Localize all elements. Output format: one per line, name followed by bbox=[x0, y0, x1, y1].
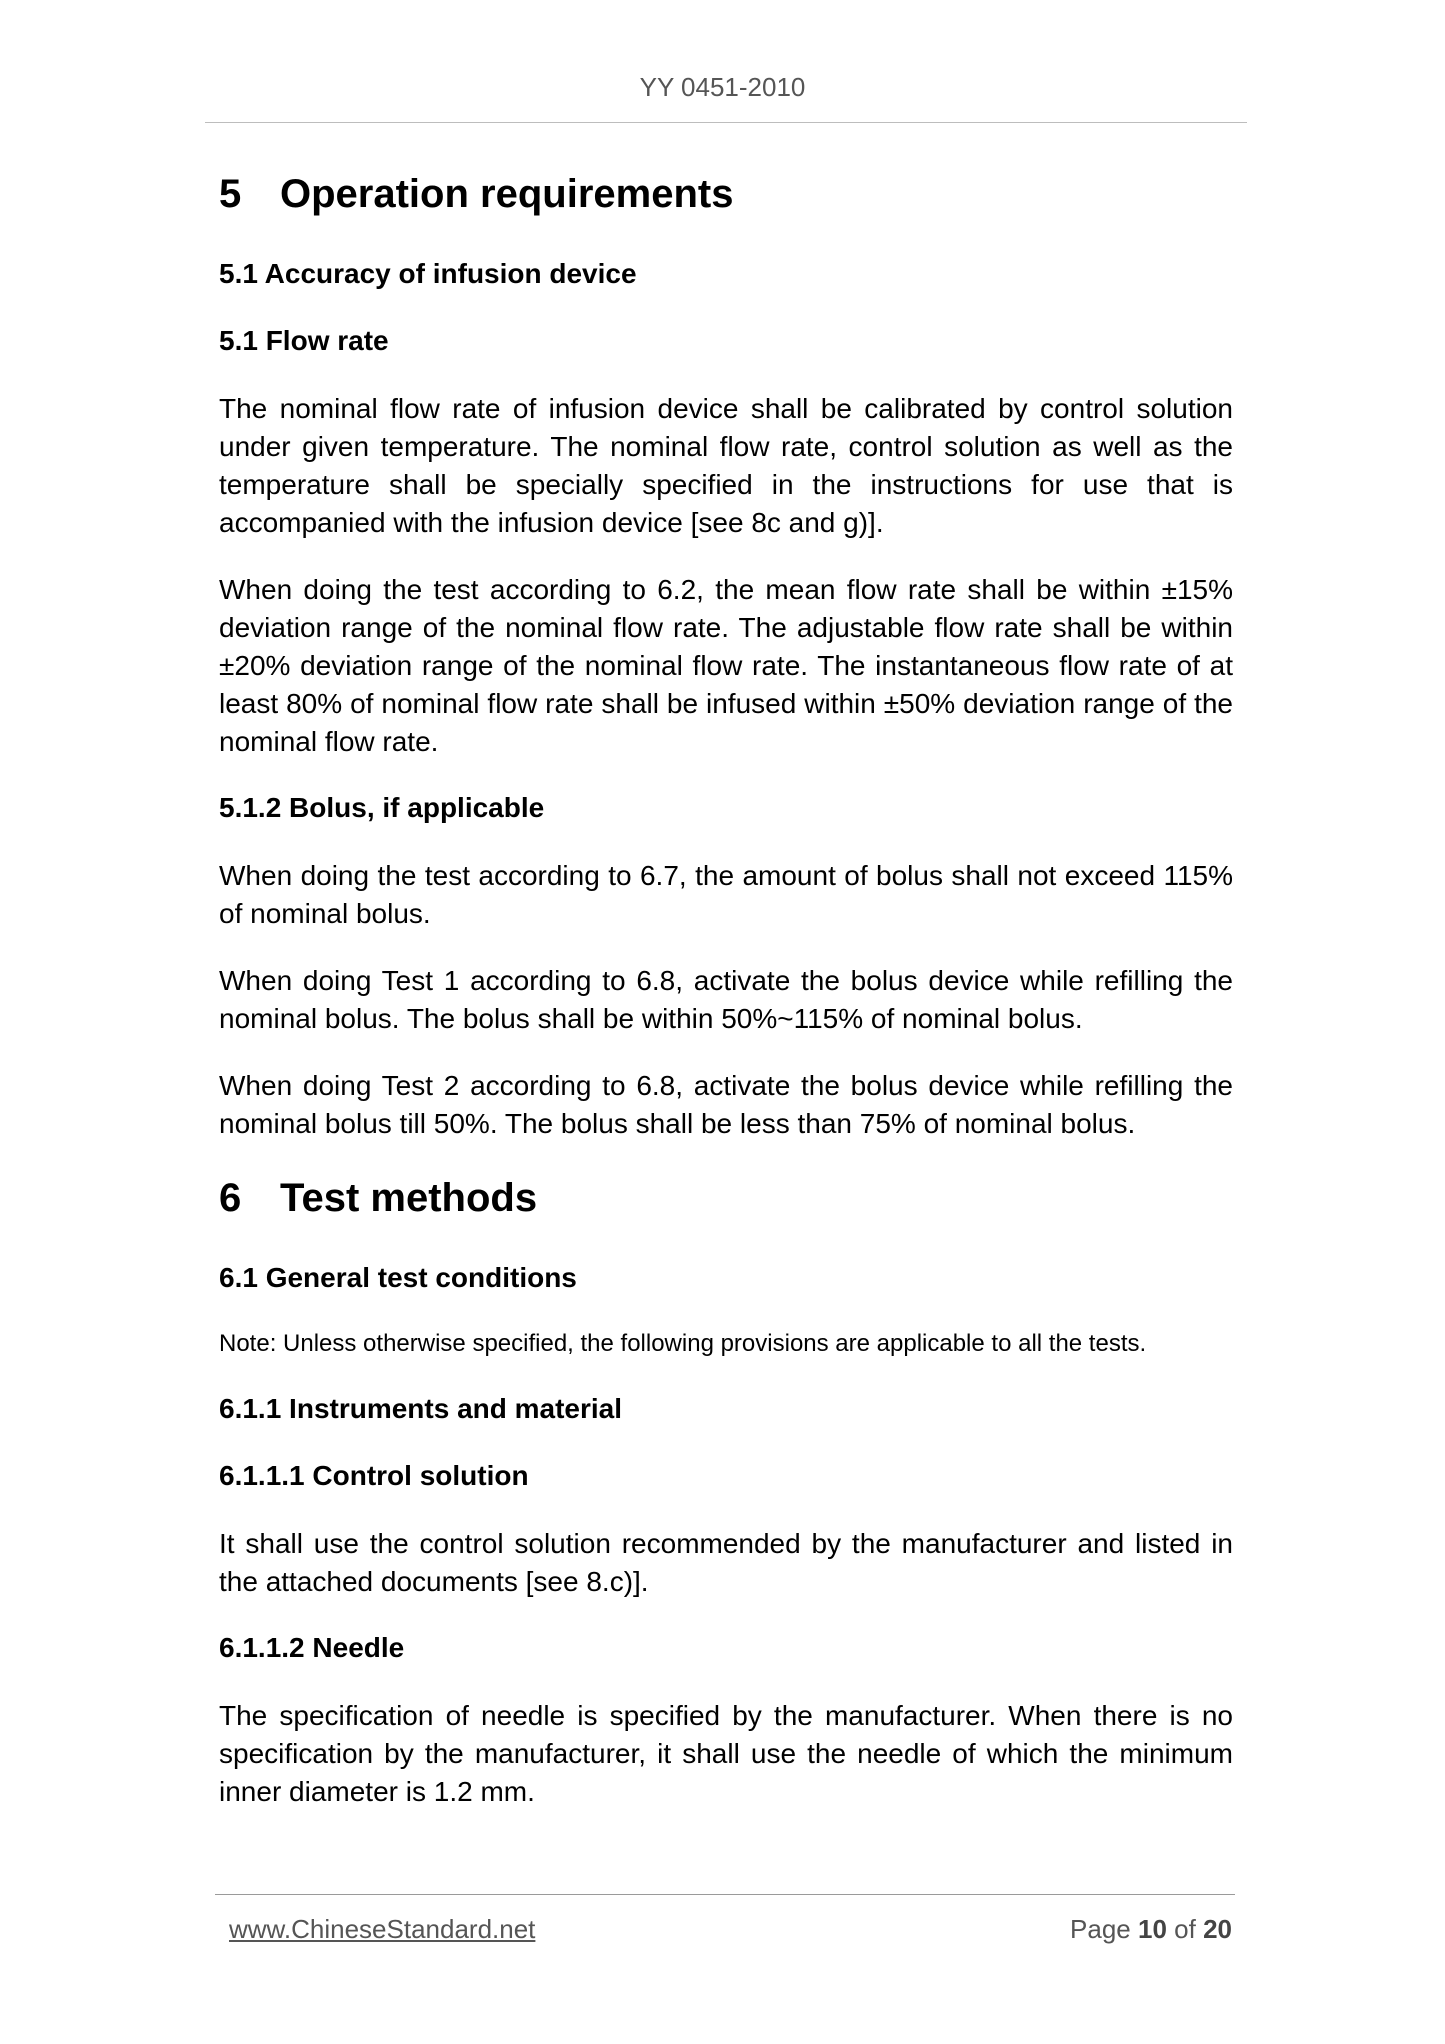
paragraph-control-solution: It shall use the control solution recommended by the manufacturer and listed in the attached documents [see 8.c)]. bbox=[219, 1528, 1233, 1597]
footer-divider bbox=[215, 1894, 1235, 1895]
page-total: 20 bbox=[1203, 1914, 1232, 1944]
page-content bbox=[219, 168, 1233, 1840]
heading-6-1-1: 6.1.1 Instruments and material bbox=[219, 1393, 623, 1424]
heading-5-1: 5.1 Accuracy of infusion device bbox=[219, 258, 637, 289]
header-divider bbox=[205, 122, 1247, 123]
section-5-title: Operation requirements bbox=[280, 172, 734, 216]
page-number bbox=[1070, 1914, 1232, 1945]
page-of: of bbox=[1174, 1914, 1196, 1944]
heading-5-1-2: 5.1.2 Bolus, if applicable bbox=[219, 792, 545, 823]
website-link[interactable]: www.ChineseStandard.net bbox=[229, 1914, 536, 1944]
paragraph-bolus-amount: When doing the test according to 6.7, the amount of bolus shall not exceed 115% of nominal bolus. bbox=[219, 860, 1233, 929]
paragraph-nominal-flow: The nominal flow rate of infusion device shall be calibrated by control solution under given temperature. The nominal flow rate, control solution as well as the temperature shall be specially specified in the instructions for use that is accompanied with the infusion device [see 8c and g)]. bbox=[219, 393, 1233, 538]
paragraph-bolus-test-2: When doing Test 2 according to 6.8, activate the bolus device while refilling the nominal bolus till 50%. The bolus shall be less than 75% of nominal bolus. bbox=[219, 1070, 1233, 1139]
heading-5-1-flow-rate: 5.1 Flow rate bbox=[219, 325, 389, 356]
page-current: 10 bbox=[1138, 1914, 1167, 1944]
document-code: YY 0451-2010 bbox=[639, 72, 806, 102]
section-5-number: 5 bbox=[219, 172, 242, 216]
section-6-number: 6 bbox=[219, 1176, 242, 1220]
heading-6-1-1-1: 6.1.1.1 Control solution bbox=[219, 1460, 529, 1491]
paragraph-bolus-test-1: When doing Test 1 according to 6.8, activate the bolus device while refilling the nominal bolus. The bolus shall be within 50%~115% of nominal bolus. bbox=[219, 965, 1233, 1034]
section-6-heading bbox=[219, 1172, 1233, 1224]
section-5-heading bbox=[219, 168, 1233, 220]
page-word: Page bbox=[1070, 1914, 1131, 1944]
heading-6-1: 6.1 General test conditions bbox=[219, 1262, 577, 1293]
heading-6-1-1-2: 6.1.1.2 Needle bbox=[219, 1632, 405, 1663]
paragraph-needle: The specification of needle is specified by the manufacturer. When there is no specification by the manufacturer, it shall use the needle of which the minimum inner diameter is 1.2 mm. bbox=[219, 1700, 1233, 1807]
section-6-title: Test methods bbox=[280, 1176, 538, 1220]
note-text: Note: Unless otherwise specified, the following provisions are applicable to all the tests. bbox=[219, 1330, 1147, 1357]
paragraph-mean-flow: When doing the test according to 6.2, the mean flow rate shall be within ±15% deviation range of the nominal flow rate. The adjustable flow rate shall be within ±20% deviation range of the nominal flow rate. The instantaneous flow rate of at least 80% of nominal flow rate shall be infused within ±50% deviation range of the nominal flow rate. bbox=[219, 574, 1233, 757]
